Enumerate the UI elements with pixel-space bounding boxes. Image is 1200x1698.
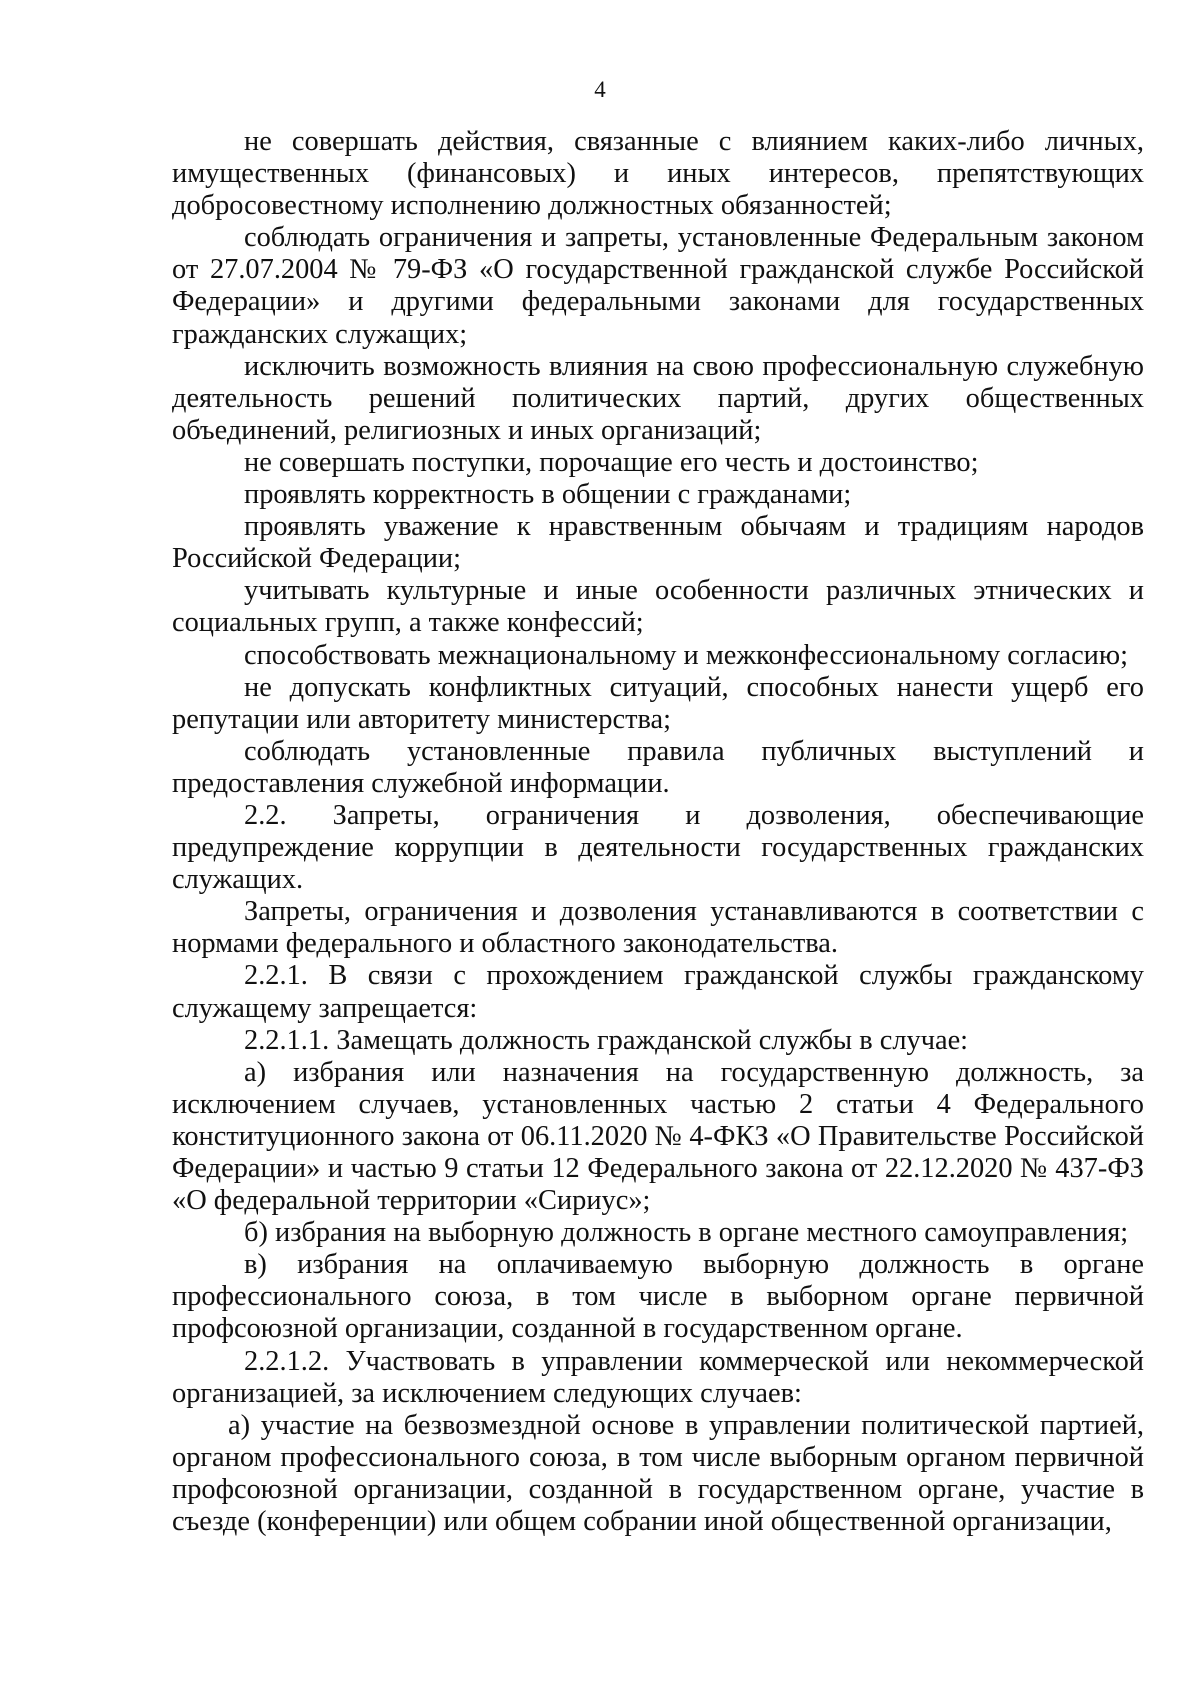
section-heading: 2.2. Запреты, ограничения и дозволения, обеспечивающие предупреждение коррупции в деятельности государственных гражданских служащих. — [172, 799, 1144, 896]
paragraph: соблюдать ограничения и запреты, установленные Федеральным законом от 27.07.2004 № 79-ФЗ «О государственной гражданской службе Российской Федерации» и другими федеральными законами для государственных гражданских служащих; — [172, 222, 1144, 350]
paragraph: проявлять уважение к нравственным обычаям и традициям народов Российской Федерации; — [172, 511, 1144, 575]
paragraph: Запреты, ограничения и дозволения устанавливаются в соответствии с нормами федерального и областного законодательства. — [172, 896, 1144, 960]
paragraph: учитывать культурные и иные особенности различных этнических и социальных групп, а также конфессий; — [172, 575, 1144, 639]
paragraph: исключить возможность влияния на свою профессиональную служебную деятельность решений политических партий, других общественных объединений, религиозных и иных организаций; — [172, 350, 1144, 446]
paragraph: способствовать межнациональному и межконфессиональному согласию; — [244, 639, 1128, 671]
paragraph: не совершать поступки, порочащие его честь и достоинство; — [244, 446, 979, 478]
paragraph: соблюдать установленные правила публичных выступлений и предоставления служебной информации. — [172, 735, 1144, 799]
paragraph: не совершать действия, связанные с влиянием каких-либо личных, имущественных (финансовых) и иных интересов, препятствующих добросовестному исполнению должностных обязанностей; — [172, 126, 1144, 222]
list-item: б) избрания на выборную должность в органе местного самоуправления; — [244, 1217, 1129, 1249]
paragraph: 2.2.1.1. Замещать должность гражданской службы в случае: — [244, 1024, 969, 1056]
list-item: а) участие на безвозмездной основе в управлении политической партией, органом профессионального союза, в том числе выборным органом первичной профсоюзной организации, созданной в государственном органе, участие в съезде (конференции) или общем собрании иной общественной организации, — [172, 1409, 1144, 1538]
paragraph: 2.2.1.2. Участвовать в управлении коммерческой или некоммерческой организацией, за исключением следующих случаев: — [172, 1345, 1144, 1409]
paragraph: не допускать конфликтных ситуаций, способных нанести ущерб его репутации или авторитету министерства; — [172, 671, 1144, 735]
paragraph: 2.2.1. В связи с прохождением гражданской службы гражданскому служащему запрещается: — [172, 960, 1144, 1024]
page-number: 4 — [594, 77, 606, 102]
document-body — [172, 126, 1144, 1538]
list-item: в) избрания на оплачиваемую выборную должность в органе профессионального союза, в том числе в выборном органе первичной профсоюзной организации, созданной в государственном органе. — [172, 1249, 1144, 1345]
paragraph: проявлять корректность в общении с гражданами; — [244, 479, 852, 511]
list-item: а) избрания или назначения на государственную должность, за исключением случаев, установленных частью 2 статьи 4 Федерального конституционного закона от 06.11.2020 № 4-ФКЗ «О Правительстве Российской Федерации» и частью 9 статьи 12 Федерального закона от 22.12.2020 № 437-ФЗ «О федеральной территории «Сириус»; — [172, 1056, 1144, 1217]
